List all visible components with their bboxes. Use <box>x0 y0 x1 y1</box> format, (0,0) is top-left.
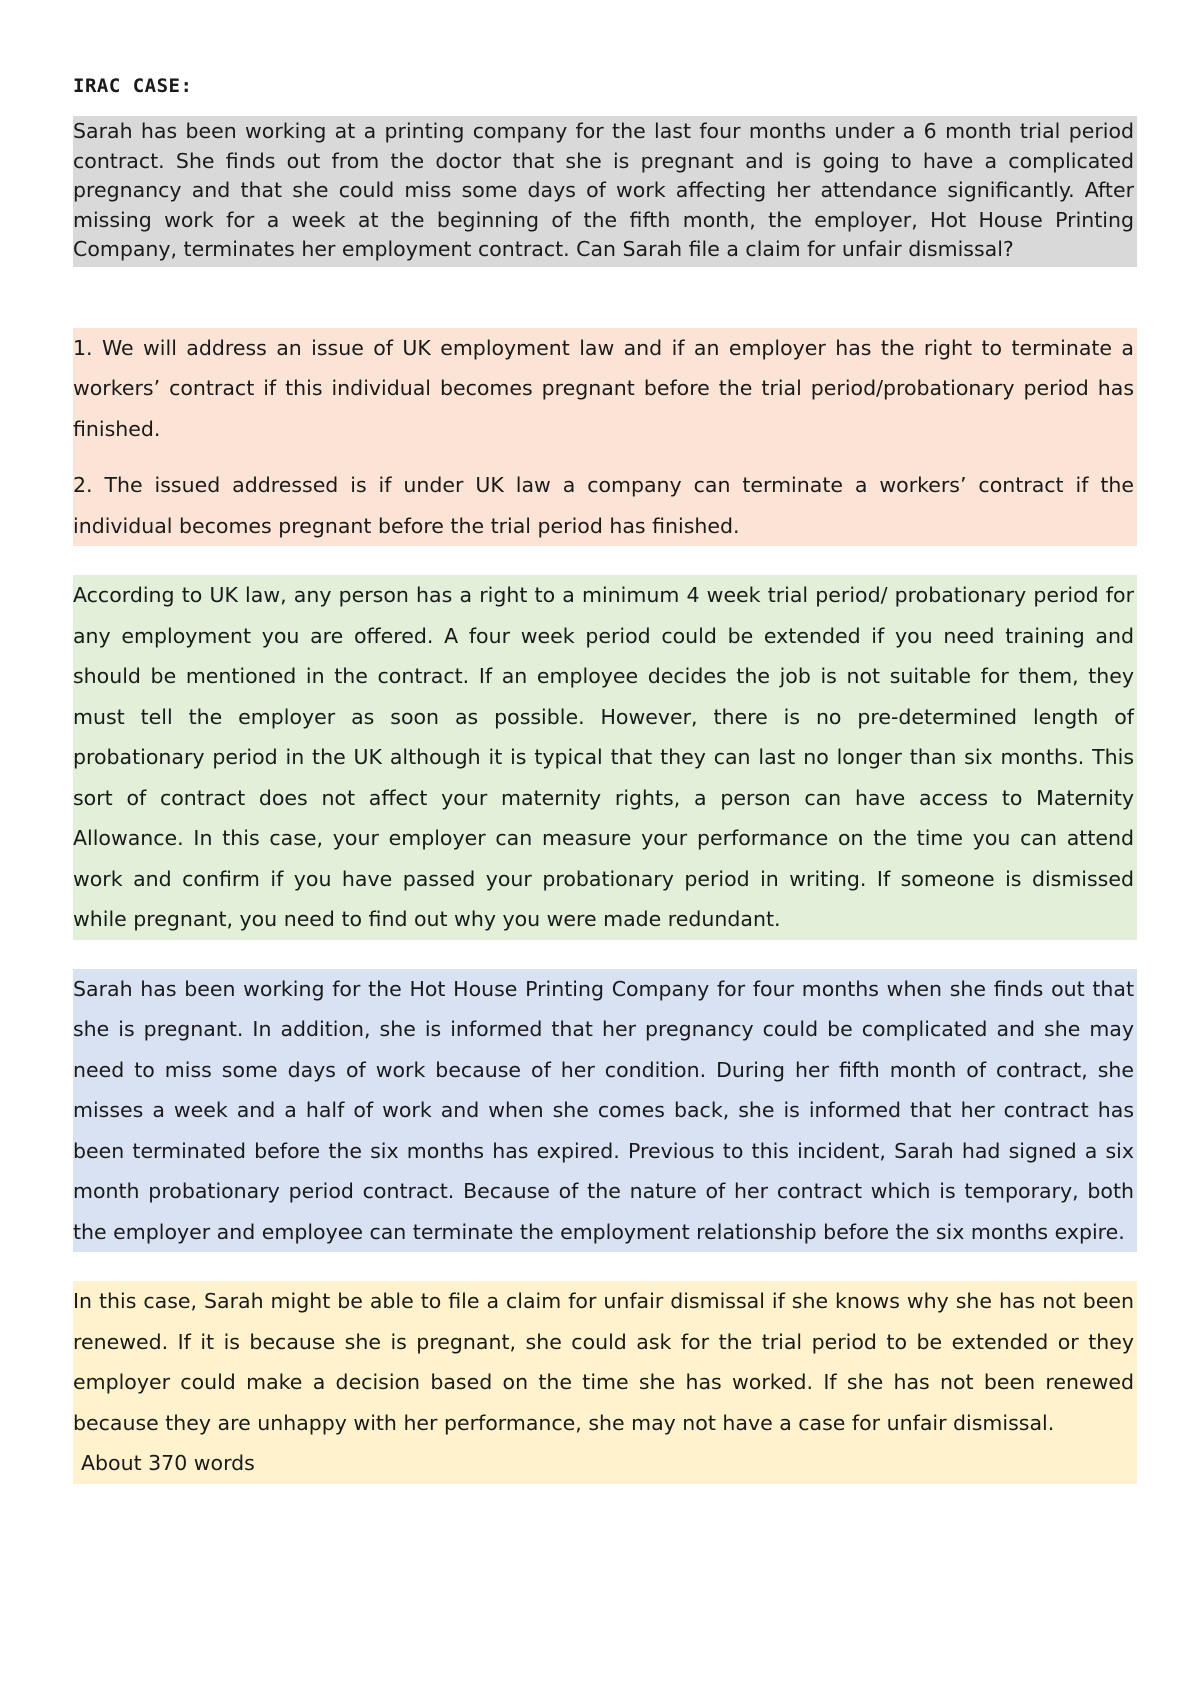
document-page <box>73 72 1137 1484</box>
conclusion-paragraph: In this case, Sarah might be able to file a claim for unfair dismissal if she knows why she has not been renewed. If it is because she is pregnant, she could ask for the trial period to be extended or they employer could make a decision based on the time she has worked. If she has not been renewed because they are unhappy with her performance, she may not have a case for unfair dismissal. <box>73 1289 1134 1435</box>
issue-section <box>73 328 1137 547</box>
analysis-section: Sarah has been working for the Hot House Printing Company for four months when she finds out that she is pregnant. In addition, she is informed that her pregnancy could be complicated and she may need to miss some days of work because of her condition. During her fifth month of contract, she misses a week and a half of work and when she comes back, she is informed that her contract has been terminated before the six months has expired. Previous to this incident, Sarah had signed a six month probationary period contract. Because of the nature of her contract which is temporary, both the employer and employee can terminate the employment relationship before the six months expire. <box>73 969 1137 1253</box>
issue-paragraph-1: 1. We will address an issue of UK employment law and if an employer has the right to terminate a workers’ contract if this individual becomes pregnant before the trial period/probationary period has finished. <box>73 335 1134 441</box>
word-count: About 370 words <box>81 1451 255 1475</box>
document-title: IRAC CASE: <box>73 75 193 97</box>
case-facts: Sarah has been working at a printing company for the last four months under a 6 month trial period contract. She finds out from the doctor that she is pregnant and is going to have a complicated pregnancy and that she could miss some days of work affecting her attendance significantly. After missing work for a week at the beginning of the fifth month, the employer, Hot House Printing Company, terminates her employment contract. Can Sarah file a claim for unfair dismissal? <box>73 116 1137 267</box>
issue-paragraph-2: 2. The issued addressed is if under UK law a company can terminate a workers’ contract if the individual becomes pregnant before the trial period has finished. <box>73 473 1134 538</box>
conclusion-section <box>73 1281 1137 1484</box>
rule-section: According to UK law, any person has a right to a minimum 4 week trial period/ probationary period for any employment you are offered. A four week period could be extended if you need training and should be mentioned in the contract. If an employee decides the job is not suitable for them, they must tell the employer as soon as possible. However, there is no pre-determined length of probationary period in the UK although it is typical that they can last no longer than six months. This sort of contract does not affect your maternity rights, a person can have access to Maternity Allowance. In this case, your employer can measure your performance on the time you can attend work and confirm if you have passed your probationary period in writing. If someone is dismissed while pregnant, you need to find out why you were made redundant. <box>73 575 1137 940</box>
